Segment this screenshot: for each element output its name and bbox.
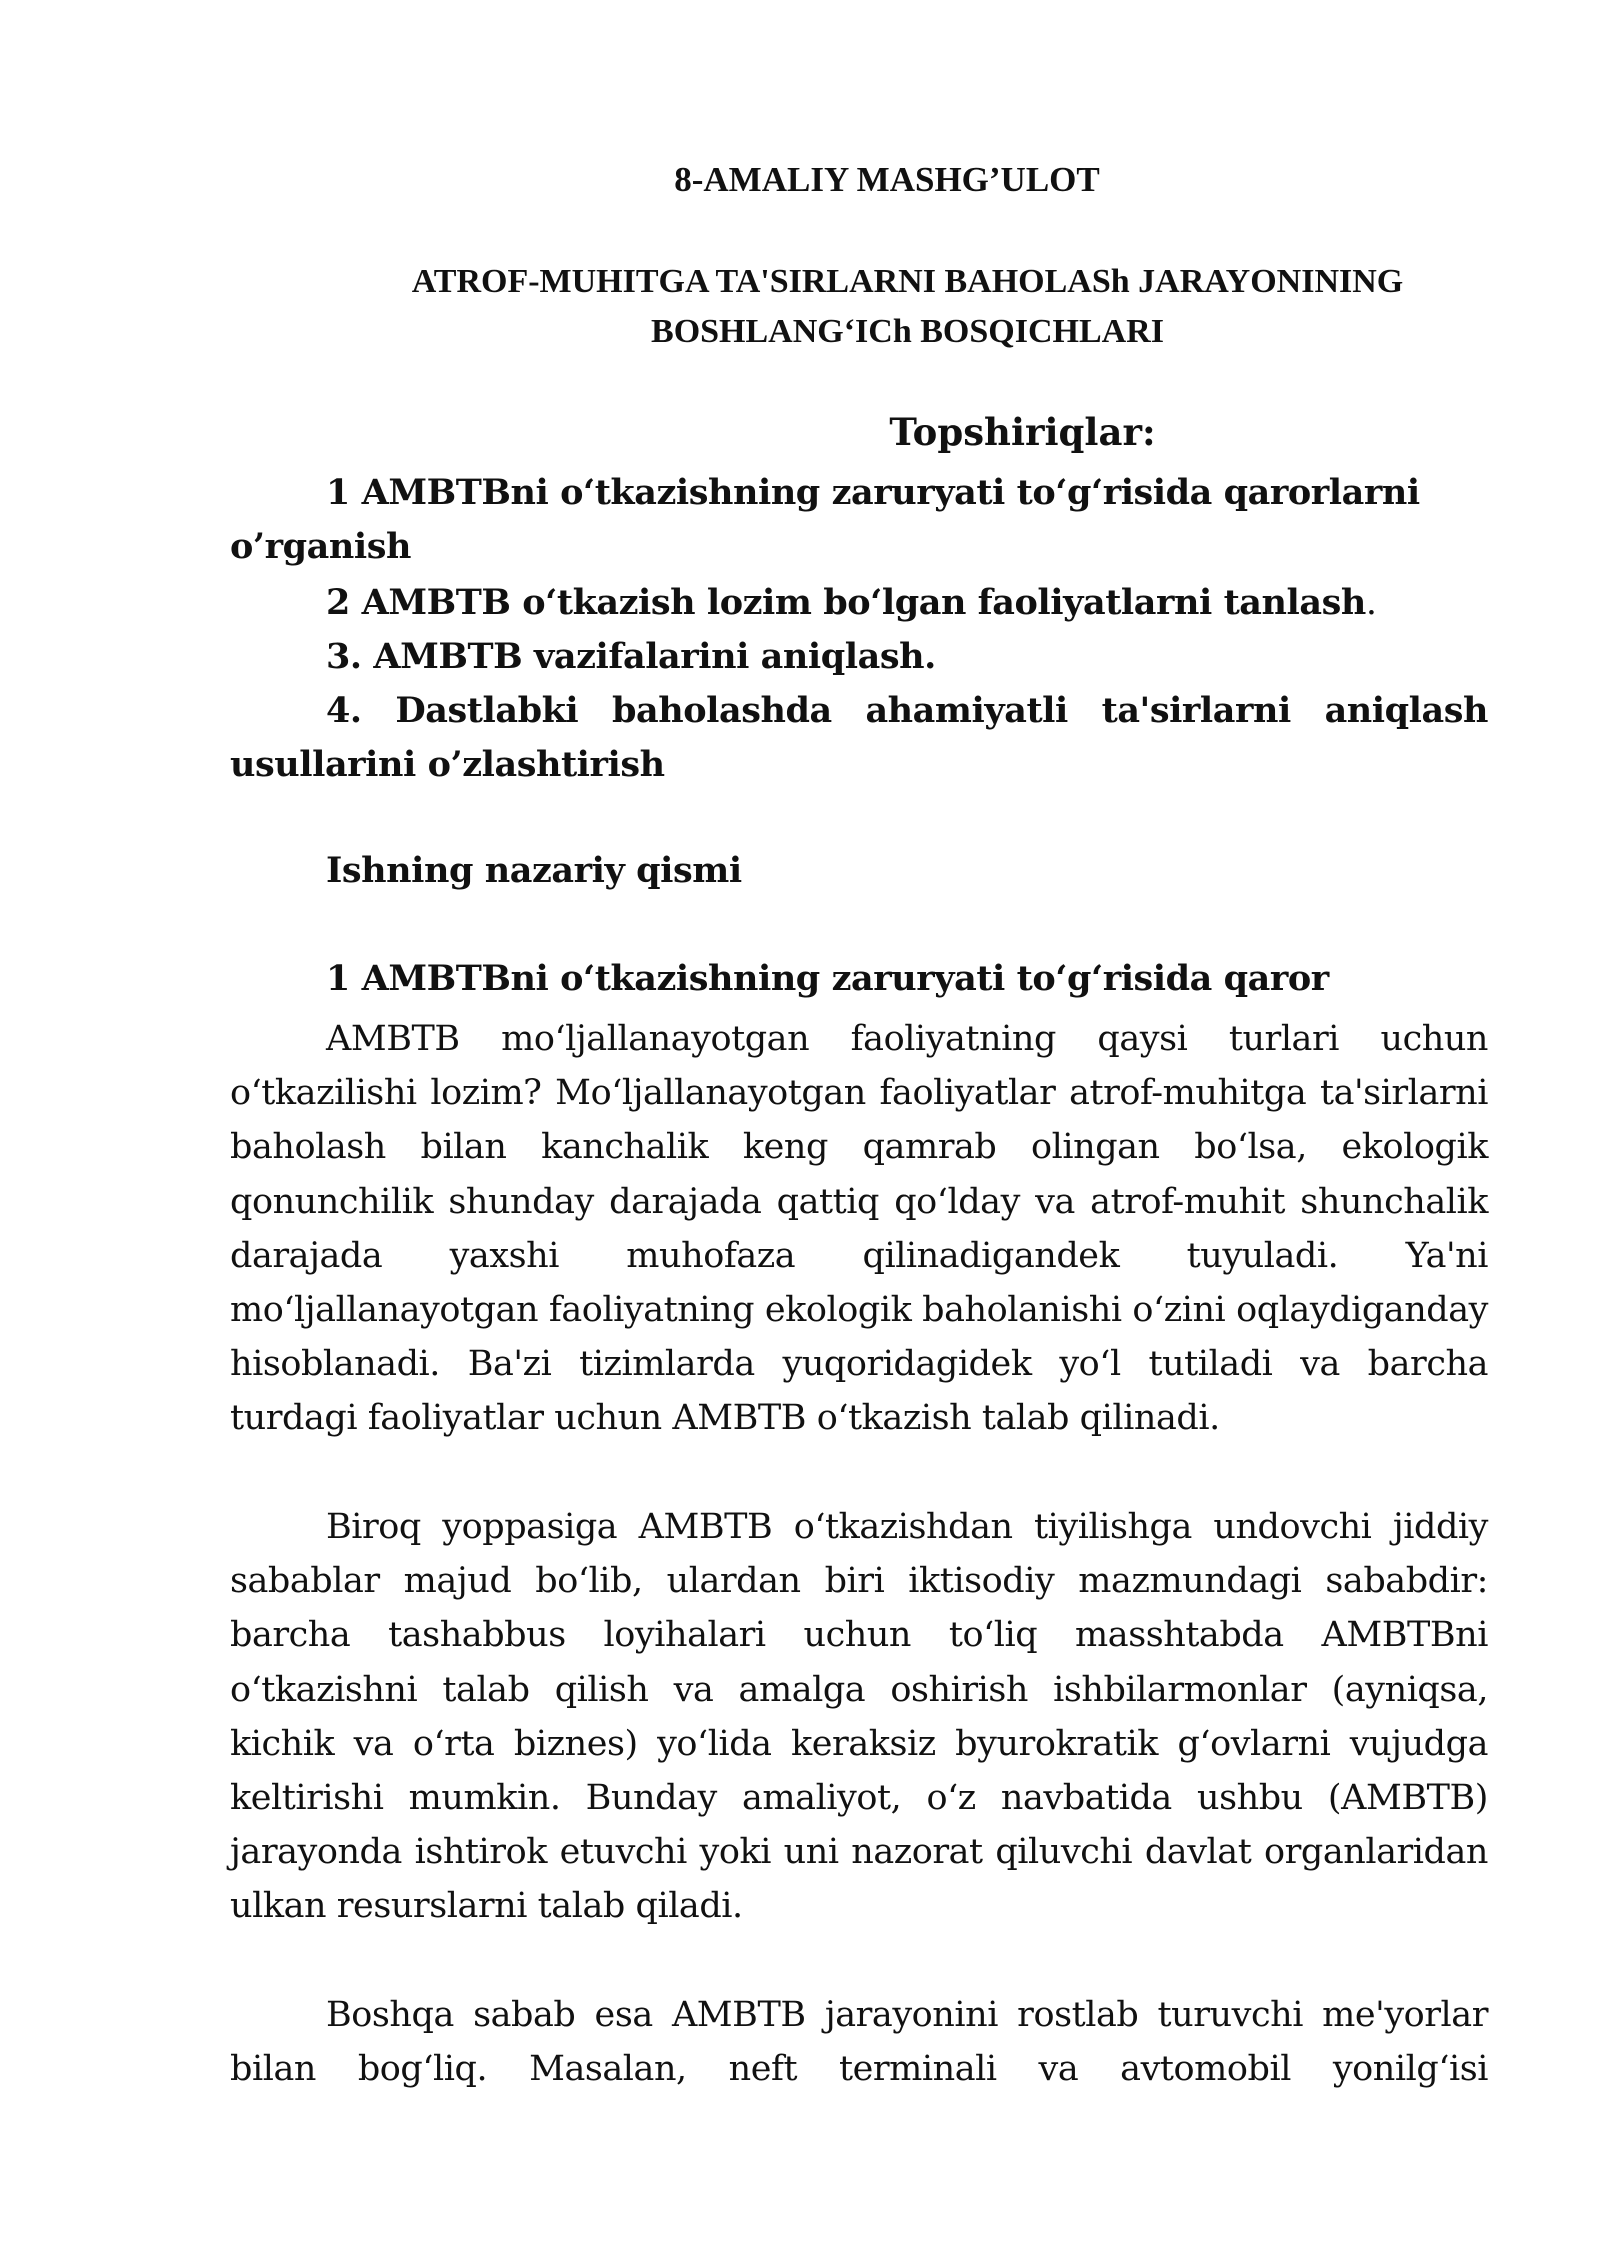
paragraph-1: AMBTB mo‘ljallanayotgan faoliyatning qaysi turlari uchun o‘tkazilishi lozim? Mo‘ljallanayotgan faoliyatlar atrof-muhitga ta'sirlarni baholash bilan kanchalik keng qamrab olingan bo‘lsa, ekologik qonunchilik shunday darajada qattiq qo‘lday va atrof-muhit shunchalik darajada yaxshi muhofaza qilinadigandek tuyuladi. Ya'ni mo‘ljallanayotgan faoliyatning ekologik baholanishi o‘zini oqlaydiganday hisoblanadi. Ba'zi tizimlarda yuqoridagidek yo‘l tutiladi va barcha turdagi faoliyatlar uchun AMBTB o‘tkazish talab qilinadi. [230,1019,1488,1439]
section-heading: 1 AMBTBni o‘tkazishning zaruryati to‘g‘risida qaror [326,958,1329,999]
task-item-2 [230,576,1488,630]
page-title: 8-AMALIY MASHG’ULOT [674,160,1100,199]
tasks-heading: Topshiriqlar: [889,410,1156,454]
paragraph-3: Boshqa sabab esa AMBTB jarayonini rostlab turuvchi me'yorlar bilan bog‘liq. Masalan, neft terminali va avtomobil yonilg‘isi [230,1995,1488,2090]
task-item-2-period: . [1365,583,1377,623]
task-item-1: 1 AMBTBni o‘tkazishning zaruryati to‘g‘risida qarorlarni o’rganish [230,472,1420,568]
task-item-3: 3. AMBTB vazifalarini aniqlash. [326,636,936,677]
subtitle-line-1: ATROF-MUHITGA TA'SIRLARNI BAHOLASh JARAYONINING [411,263,1404,300]
task-item-4: 4. Dastlabki baholashda ahamiyatli ta'sirlarni aniqlash usullarini o’zlashtirish [230,690,1488,786]
paragraph-2: Biroq yoppasiga AMBTB o‘tkazishdan tiyilishga undovchi jiddiy sabablar majud bo‘lib, ulardan biri iktisodiy mazmundagi sababdir: barcha tashabbus loyihalari uchun to‘liq masshtabda AMBTBni o‘tkazishni talab qilish va amalga oshirish ishbilarmonlar (ayniqsa, kichik va o‘rta biznes) yo‘lida keraksiz byurokratik g‘ovlarni vujudga keltirishi mumkin. Bunday amaliyot, o‘z navbatida ushbu (AMBTB) jarayonda ishtirok etuvchi yoki uni nazorat qiluvchi davlat organlaridan ulkan resurslarni talab qiladi. [230,1507,1488,1927]
theory-heading: Ishning nazariy qismi [326,850,742,891]
task-item-2-text: 2 AMBTB o‘tkazish lozim bo‘lgan faoliyatlarni tanlash [326,582,1366,623]
subtitle-line-2: BOSHLANG‘ICh BOSQICHLARI [651,313,1164,350]
